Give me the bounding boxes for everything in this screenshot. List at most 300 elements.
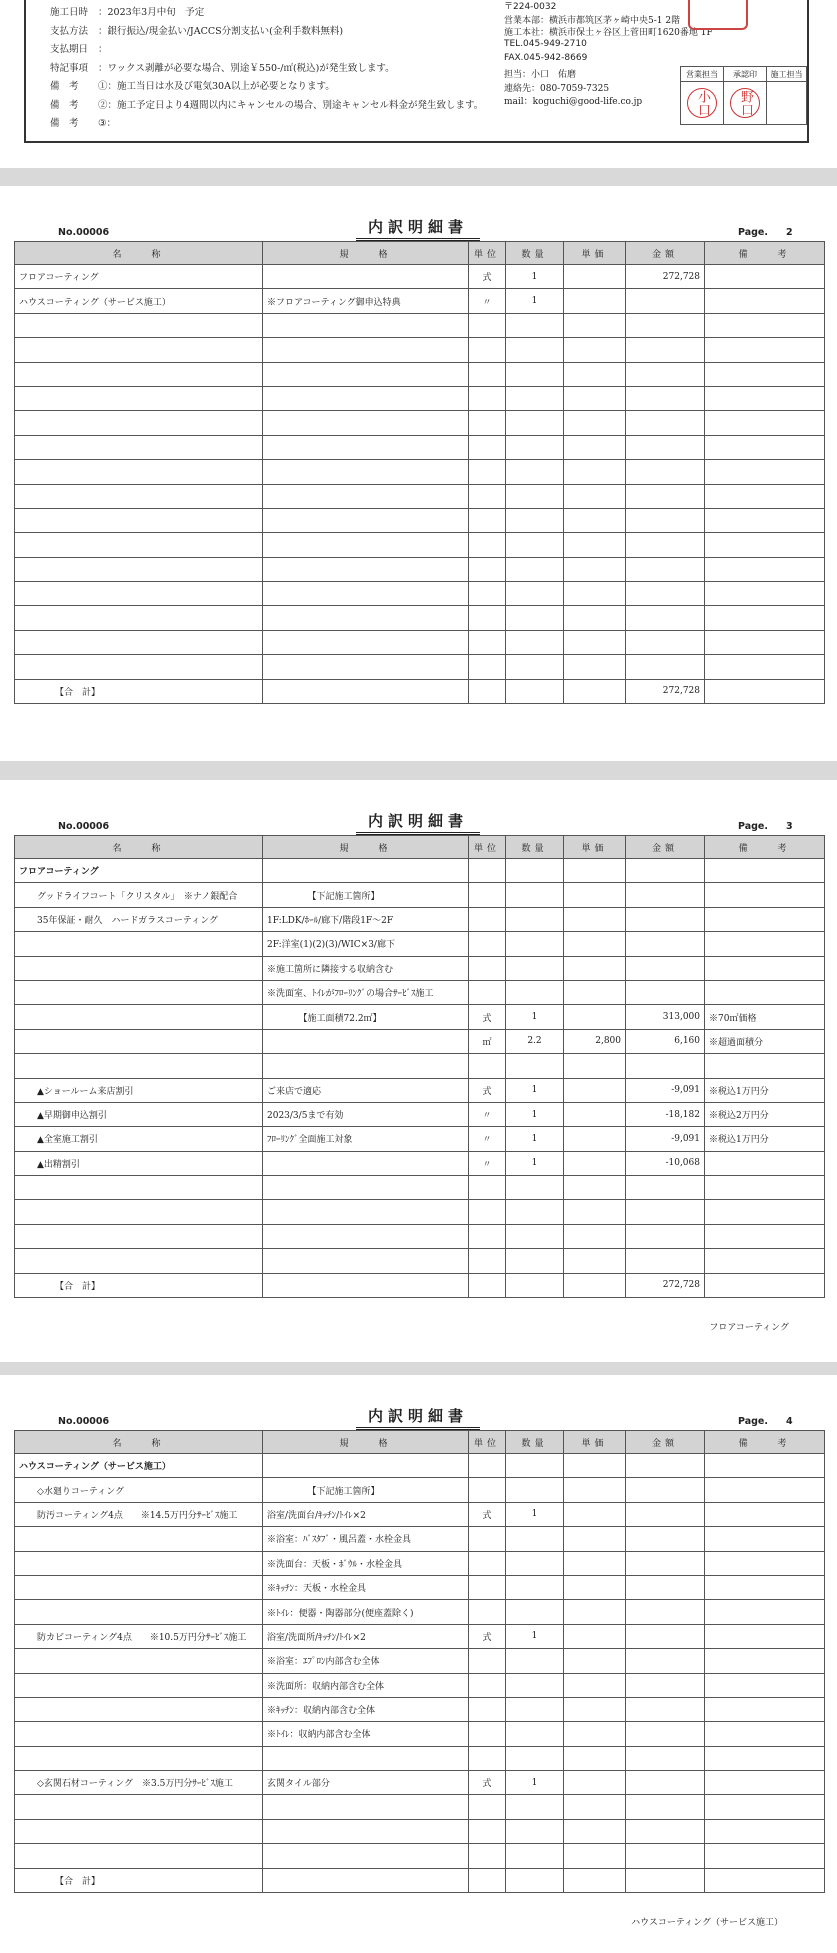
table-header-row — [15, 1431, 825, 1454]
cell-spec — [263, 265, 469, 289]
cell-amount — [626, 859, 705, 883]
cell-price — [564, 557, 626, 581]
cell-note: ※超過面積分 — [705, 1029, 825, 1053]
cell-unit — [469, 883, 506, 907]
cell-price — [564, 1649, 626, 1673]
table-row — [15, 883, 825, 907]
cell-price — [564, 1527, 626, 1551]
cell-qty: 1 — [506, 265, 564, 289]
cell-price — [564, 386, 626, 410]
cell-spec: 1F:LDK/ﾎｰﾙ/廊下/階段1F～2F — [263, 907, 469, 931]
cell-name — [15, 1575, 263, 1599]
cell-price — [564, 1224, 626, 1248]
cell-amount — [626, 1697, 705, 1721]
cell-note — [705, 1771, 825, 1795]
page-num: 4 — [785, 1416, 793, 1427]
cell-spec — [263, 508, 469, 532]
cell-unit — [469, 630, 506, 654]
cell-unit — [469, 907, 506, 931]
cell-price — [564, 1771, 626, 1795]
cell-price — [564, 956, 626, 980]
cell-note — [705, 606, 825, 630]
column-header: 単位 — [469, 1431, 506, 1454]
cell-spec — [263, 655, 469, 679]
cell-amount — [626, 1054, 705, 1078]
cell-note — [705, 1054, 825, 1078]
page-number — [738, 227, 793, 238]
breakdown-sheet — [0, 186, 837, 761]
cell-note — [705, 1697, 825, 1721]
sheet-footnote: ハウスコーティング（サービス施工） — [631, 1918, 783, 1928]
table-row — [15, 1078, 825, 1102]
cell-unit — [469, 1527, 506, 1551]
cell-spec — [263, 1249, 469, 1273]
info-row — [50, 115, 116, 129]
cell-unit: ㎡ — [469, 1029, 506, 1053]
table-row — [15, 484, 825, 508]
table-row — [15, 362, 825, 386]
cell-price — [564, 980, 626, 1004]
cell-amount — [626, 1200, 705, 1224]
cell-note — [705, 313, 825, 337]
info-value: ：ワックス剥離が必要な場合、別途￥550-/㎡(税込)が発生致します。 — [98, 62, 395, 74]
cell-note — [705, 1527, 825, 1551]
cell-price — [564, 411, 626, 435]
table-row — [15, 606, 825, 630]
cell-amount — [626, 1819, 705, 1843]
cell-qty — [506, 907, 564, 931]
cell-note — [705, 1624, 825, 1648]
cell-qty — [506, 313, 564, 337]
column-header: 名 称 — [15, 1431, 263, 1454]
cell-qty — [506, 1249, 564, 1273]
cell-spec — [263, 1054, 469, 1078]
cell-spec: 浴室/洗面所/ｷｯﾁﾝ/ﾄｲﾚ×2 — [263, 1624, 469, 1648]
staff: 担当：小口 佑磨 — [504, 70, 577, 80]
page-label: Page. — [738, 821, 768, 832]
cell-name: ハウスコーティング（サービス施工） — [15, 1454, 263, 1478]
cell-name — [15, 1005, 263, 1029]
cell-qty — [506, 655, 564, 679]
page-num: 2 — [785, 227, 793, 238]
table-row — [15, 630, 825, 654]
cell-price — [564, 265, 626, 289]
cell-price — [564, 338, 626, 362]
cell-amount — [626, 1600, 705, 1624]
cell-name — [15, 1029, 263, 1053]
cell-unit — [469, 1454, 506, 1478]
cell-note — [705, 484, 825, 508]
total-amount: 272,728 — [626, 1273, 705, 1297]
cell-note — [705, 1673, 825, 1697]
cell-price — [564, 1176, 626, 1200]
cell-name — [15, 1673, 263, 1697]
cell-qty — [506, 1454, 564, 1478]
cell-price — [564, 1151, 626, 1175]
mail: mail：koguchi@good-life.co.jp — [504, 97, 643, 107]
cell-qty: 1 — [506, 1502, 564, 1526]
cell-name — [15, 582, 263, 606]
cell-name — [15, 338, 263, 362]
cell-note — [705, 362, 825, 386]
cell-amount — [626, 1502, 705, 1526]
column-header: 単位 — [469, 836, 506, 859]
cell-unit — [469, 1697, 506, 1721]
cell-name — [15, 313, 263, 337]
cell-spec — [263, 411, 469, 435]
table-row — [15, 1746, 825, 1770]
cell-unit — [469, 1844, 506, 1868]
cell-qty — [506, 582, 564, 606]
cell-note: ※税込2万円分 — [705, 1102, 825, 1126]
document-number: No.00006 — [58, 821, 110, 832]
table-header-row — [15, 242, 825, 265]
column-header: 備 考 — [705, 836, 825, 859]
table-row — [15, 1200, 825, 1224]
cell-amount — [626, 1551, 705, 1575]
cell-name — [15, 386, 263, 410]
cell-unit: 〃 — [469, 1151, 506, 1175]
cell-qty — [506, 883, 564, 907]
table-row — [15, 386, 825, 410]
cell-price: 2,800 — [564, 1029, 626, 1053]
cell-price — [564, 460, 626, 484]
cell-qty — [506, 859, 564, 883]
cell-name: 防汚コーティング4点 ※14.5万円分ｻｰﾋﾞｽ施工 — [15, 1502, 263, 1526]
cell-note — [705, 1502, 825, 1526]
table-row — [15, 655, 825, 679]
approval-label: 施工担当 — [767, 67, 807, 82]
cell-amount — [626, 655, 705, 679]
breakdown-table — [14, 835, 825, 1298]
cell-unit — [469, 1673, 506, 1697]
summary-frame — [24, 0, 809, 143]
table-row — [15, 460, 825, 484]
cell-amount — [626, 1673, 705, 1697]
cell-price — [564, 1746, 626, 1770]
cell-qty — [506, 1478, 564, 1502]
cell-name: ◇玄関石材コーティング ※3.5万円分ｻｰﾋﾞｽ施工 — [15, 1771, 263, 1795]
breakdown-table — [14, 1430, 825, 1893]
cell-amount: 6,160 — [626, 1029, 705, 1053]
cell-qty: 1 — [506, 1624, 564, 1648]
cell-qty: 1 — [506, 289, 564, 313]
info-key: 支払方法 — [50, 25, 89, 37]
sheet-title: 内訳明細書 — [356, 810, 480, 835]
cell-unit — [469, 435, 506, 459]
info-key: 備 考 — [50, 81, 79, 92]
table-row — [15, 1844, 825, 1868]
total-amount: 272,728 — [626, 679, 705, 703]
cell-spec — [263, 1029, 469, 1053]
cell-spec — [263, 460, 469, 484]
cell-amount — [626, 1722, 705, 1746]
cell-spec — [263, 533, 469, 557]
cell-name — [15, 411, 263, 435]
cell-spec: ※洗面台：天板・ﾎﾞｳﾙ・水栓金具 — [263, 1551, 469, 1575]
cell-spec: ※ｷｯﾁﾝ：天板・水栓金具 — [263, 1575, 469, 1599]
column-header: 金額 — [626, 1431, 705, 1454]
cell-amount — [626, 883, 705, 907]
cell-name — [15, 1249, 263, 1273]
cell-name — [15, 655, 263, 679]
cell-spec — [263, 313, 469, 337]
cell-qty — [506, 932, 564, 956]
cell-note — [705, 1844, 825, 1868]
cell-note — [705, 1649, 825, 1673]
cell-amount — [626, 956, 705, 980]
cell-amount: -10,068 — [626, 1151, 705, 1175]
cell-note — [705, 508, 825, 532]
table-row — [15, 1224, 825, 1248]
cell-price — [564, 1249, 626, 1273]
cell-qty — [506, 956, 564, 980]
cell-unit — [469, 1722, 506, 1746]
cell-price — [564, 1502, 626, 1526]
cell-amount — [626, 386, 705, 410]
cell-qty — [506, 1224, 564, 1248]
table-row — [15, 533, 825, 557]
cell-unit — [469, 411, 506, 435]
cell-spec — [263, 582, 469, 606]
cell-unit — [469, 1224, 506, 1248]
info-key: 備 考 — [50, 118, 79, 129]
cell-amount: -18,182 — [626, 1102, 705, 1126]
column-header: 数量 — [506, 836, 564, 859]
cell-unit — [469, 1575, 506, 1599]
table-row — [15, 1029, 825, 1053]
cell-spec — [263, 630, 469, 654]
cell-unit — [469, 606, 506, 630]
table-row — [15, 1502, 825, 1526]
cell-note — [705, 1478, 825, 1502]
cell-unit — [469, 932, 506, 956]
seal-stamp — [687, 88, 717, 118]
construction-office: 施工本社：横浜市保土ヶ谷区上菅田町1620番地 1F — [504, 28, 713, 38]
total-row — [15, 1273, 825, 1297]
cell-spec — [263, 484, 469, 508]
cell-price — [564, 907, 626, 931]
cell-qty — [506, 338, 564, 362]
cell-name: ハウスコーティング（サービス施工） — [15, 289, 263, 313]
cell-spec — [263, 1176, 469, 1200]
cell-name — [15, 1722, 263, 1746]
cell-price — [564, 1697, 626, 1721]
cell-qty — [506, 1200, 564, 1224]
cell-qty — [506, 362, 564, 386]
cell-amount — [626, 1454, 705, 1478]
cell-amount — [626, 557, 705, 581]
sheet-title: 内訳明細書 — [356, 1405, 480, 1430]
cell-price — [564, 883, 626, 907]
cell-note — [705, 883, 825, 907]
cell-unit: 〃 — [469, 1102, 506, 1126]
approval-stamp-table — [680, 66, 807, 125]
cell-qty: 2.2 — [506, 1029, 564, 1053]
cell-spec — [263, 386, 469, 410]
cell-note — [705, 289, 825, 313]
info-value: ： — [98, 44, 108, 55]
total-amount — [626, 1868, 705, 1892]
table-row — [15, 1795, 825, 1819]
cell-unit: 式 — [469, 1005, 506, 1029]
cell-name: グッドライフコート「クリスタル」 ※ナノ銀配合 — [15, 883, 263, 907]
cell-qty — [506, 1527, 564, 1551]
cell-name: 35年保証・耐久 ハードガラスコーティング — [15, 907, 263, 931]
cell-name — [15, 460, 263, 484]
cell-unit — [469, 1176, 506, 1200]
cell-spec: ※ﾄｲﾚ：収納内部含む全体 — [263, 1722, 469, 1746]
cell-unit — [469, 1600, 506, 1624]
cell-qty — [506, 1673, 564, 1697]
cell-name: ▲全室施工割引 — [15, 1127, 263, 1151]
table-row — [15, 1005, 825, 1029]
column-header: 単価 — [564, 242, 626, 265]
cell-amount — [626, 1624, 705, 1648]
seal-text: 野口 — [738, 90, 754, 116]
table-row — [15, 1575, 825, 1599]
empty-stamp-cell — [767, 82, 807, 125]
cell-price — [564, 313, 626, 337]
column-header: 規 格 — [263, 242, 469, 265]
cell-unit — [469, 508, 506, 532]
cell-unit — [469, 533, 506, 557]
cell-note — [705, 1224, 825, 1248]
cell-price — [564, 1054, 626, 1078]
cell-note — [705, 1176, 825, 1200]
cell-spec — [263, 859, 469, 883]
cell-price — [564, 582, 626, 606]
cell-price — [564, 1844, 626, 1868]
cell-spec — [263, 338, 469, 362]
cell-qty — [506, 557, 564, 581]
cell-price — [564, 1005, 626, 1029]
table-row — [15, 1151, 825, 1175]
cell-note — [705, 1454, 825, 1478]
cell-amount — [626, 1575, 705, 1599]
cell-spec — [263, 1224, 469, 1248]
breakdown-table — [14, 241, 825, 704]
cell-name — [15, 484, 263, 508]
column-header: 金額 — [626, 242, 705, 265]
info-value: ①：施工当日は水及び電気30A以上が必要となります。 — [98, 81, 335, 92]
table-row — [15, 289, 825, 313]
cell-name — [15, 1527, 263, 1551]
cell-note — [705, 582, 825, 606]
estimate-summary-sheet — [0, 0, 837, 168]
cell-note — [705, 435, 825, 459]
cell-qty — [506, 1176, 564, 1200]
cell-amount — [626, 484, 705, 508]
cell-spec — [263, 606, 469, 630]
table-row — [15, 1819, 825, 1843]
cell-spec: ﾌﾛｰﾘﾝｸﾞ全面施工対象 — [263, 1127, 469, 1151]
cell-note — [705, 1249, 825, 1273]
cell-amount — [626, 582, 705, 606]
cell-unit — [469, 1249, 506, 1273]
cell-amount — [626, 313, 705, 337]
column-header: 単位 — [469, 242, 506, 265]
cell-spec: 玄関タイル部分 — [263, 1771, 469, 1795]
cell-amount — [626, 508, 705, 532]
cell-note — [705, 980, 825, 1004]
cell-price — [564, 606, 626, 630]
cell-qty — [506, 1575, 564, 1599]
column-header: 名 称 — [15, 242, 263, 265]
table-row — [15, 1478, 825, 1502]
cell-unit — [469, 484, 506, 508]
cell-note — [705, 557, 825, 581]
table-header-row — [15, 836, 825, 859]
cell-note — [705, 655, 825, 679]
cell-price — [564, 1722, 626, 1746]
cell-price — [564, 533, 626, 557]
table-row — [15, 907, 825, 931]
cell-spec — [263, 362, 469, 386]
cell-amount — [626, 980, 705, 1004]
info-value: ：銀行振込/現金払い/JACCS分割支払い(金利手数料無料) — [98, 25, 344, 37]
cell-amount: -9,091 — [626, 1127, 705, 1151]
cell-spec — [263, 1151, 469, 1175]
cell-unit — [469, 859, 506, 883]
cell-amount — [626, 606, 705, 630]
cell-spec: ※ｷｯﾁﾝ：収納内部含む全体 — [263, 1697, 469, 1721]
cell-qty — [506, 435, 564, 459]
cell-spec: 【施工面積72.2㎡】 — [263, 1005, 469, 1029]
cell-name — [15, 932, 263, 956]
cell-unit: 式 — [469, 1624, 506, 1648]
total-row — [15, 679, 825, 703]
sales-office: 営業本部：横浜市都筑区茅ヶ崎中央5-1 2階 — [504, 16, 681, 26]
cell-unit — [469, 956, 506, 980]
cell-name — [15, 980, 263, 1004]
page-label: Page. — [738, 227, 768, 238]
cell-qty: 1 — [506, 1127, 564, 1151]
table-row — [15, 932, 825, 956]
cell-spec: 【下記施工箇所】 — [263, 883, 469, 907]
seal-stamp — [730, 88, 760, 118]
cell-qty — [506, 1746, 564, 1770]
cell-name — [15, 1054, 263, 1078]
cell-note: ※70㎡価格 — [705, 1005, 825, 1029]
cell-amount — [626, 1844, 705, 1868]
table-row — [15, 1102, 825, 1126]
approval-label: 承認印 — [724, 67, 767, 82]
page-number — [738, 1416, 793, 1427]
cell-note — [705, 533, 825, 557]
cell-note — [705, 265, 825, 289]
table-row — [15, 557, 825, 581]
seal-text: 小口 — [695, 90, 711, 116]
table-row — [15, 411, 825, 435]
column-header: 単価 — [564, 836, 626, 859]
cell-price — [564, 289, 626, 313]
table-row — [15, 1722, 825, 1746]
cell-amount — [626, 1771, 705, 1795]
cell-note — [705, 1551, 825, 1575]
cell-amount — [626, 411, 705, 435]
cell-amount — [626, 533, 705, 557]
cell-price — [564, 508, 626, 532]
cell-amount — [626, 1527, 705, 1551]
cell-qty: 1 — [506, 1771, 564, 1795]
info-row — [50, 41, 108, 55]
cell-spec: 2023/3/5まで有効 — [263, 1102, 469, 1126]
cell-qty — [506, 386, 564, 410]
cell-unit — [469, 362, 506, 386]
table-row — [15, 1249, 825, 1273]
table-row — [15, 582, 825, 606]
